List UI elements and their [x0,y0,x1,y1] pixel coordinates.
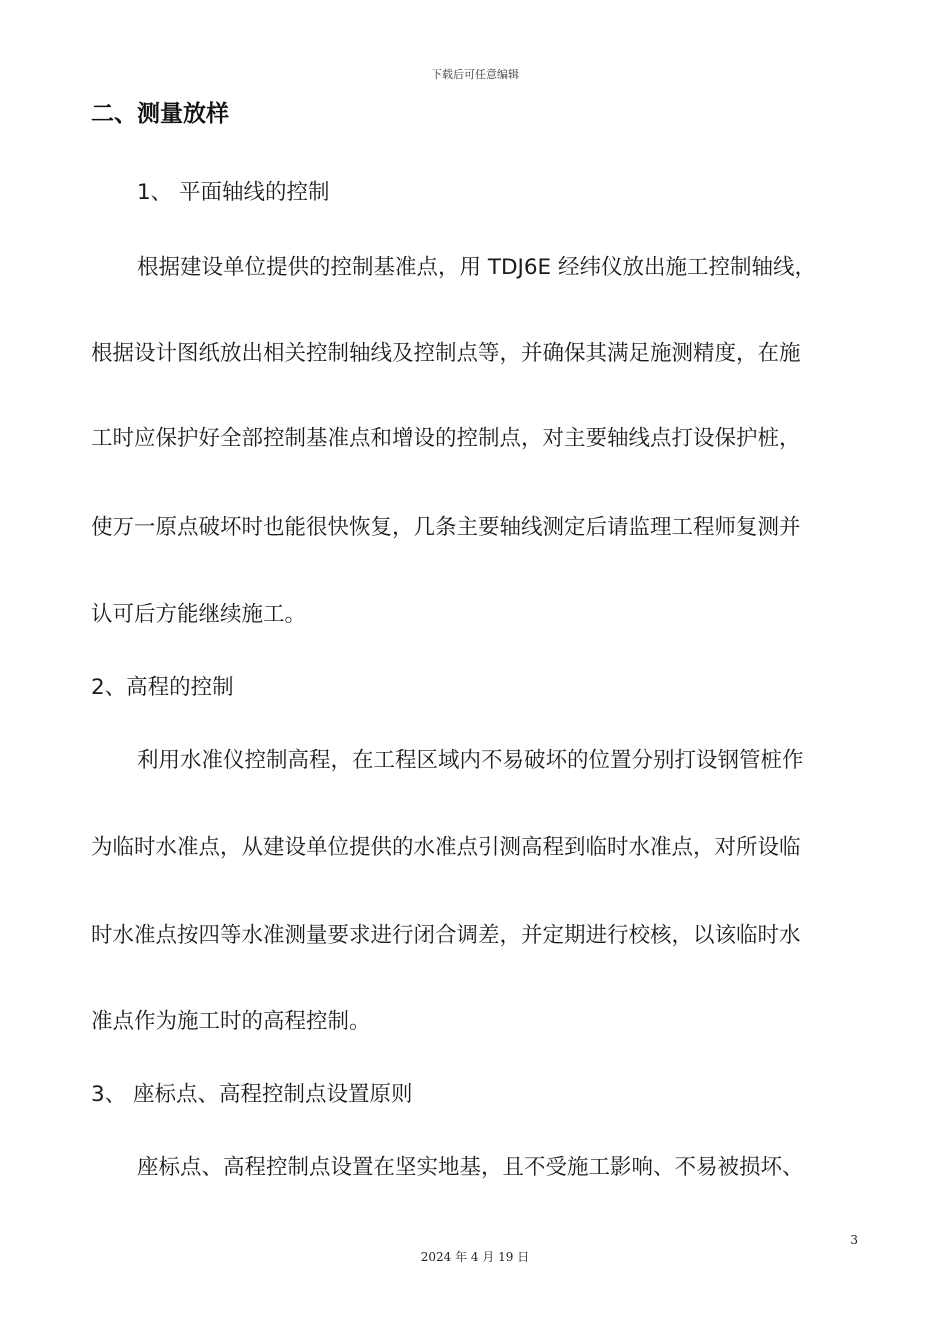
section-heading: 二、测量放样 [91,101,229,127]
paragraph-line: 根据建设单位提供的控制基准点，用 TDJ6E 经纬仪放出施工控制轴线， [137,255,816,280]
subheading-control-point-principles: 3、 座标点、高程控制点设置原则 [91,1082,413,1107]
paragraph-line: 利用水准仪控制高程，在工程区域内不易破坏的位置分别打设钢管桩作 [137,748,804,773]
paragraph-line: 工时应保护好全部控制基准点和增设的控制点，对主要轴线点打设保护桩， [91,426,801,451]
subheading-elevation-control: 2、高程的控制 [91,675,234,700]
paragraph-line: 为临时水准点，从建设单位提供的水准点引测高程到临时水准点，对所设临 [91,835,801,860]
paragraph-line: 认可后方能继续施工。 [91,602,307,627]
header-note: 下载后可任意编辑 [431,68,519,81]
paragraph-line: 时水准点按四等水准测量要求进行闭合调差，并定期进行校核，以该临时水 [91,923,801,948]
page-number: 3 [850,1233,858,1247]
subheading-plane-axis: 1、 平面轴线的控制 [137,180,330,205]
paragraph-line: 座标点、高程控制点设置在坚实地基，且不受施工影响、不易被损坏、 [137,1155,804,1180]
paragraph-line: 使万一原点破坏时也能很快恢复，几条主要轴线测定后请监理工程师复测并 [91,515,801,540]
paragraph-line: 准点作为施工时的高程控制。 [91,1009,371,1034]
paragraph-line: 根据设计图纸放出相关控制轴线及控制点等，并确保其满足施测精度，在施 [91,341,801,366]
footer-date: 2024 年 4 月 19 日 [420,1250,530,1264]
